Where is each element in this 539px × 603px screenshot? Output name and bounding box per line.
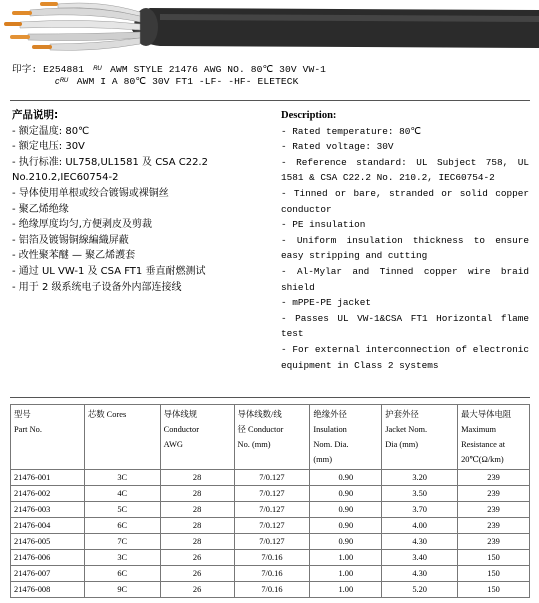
table-row: [11, 486, 530, 502]
cell-conductor-awg: 28: [160, 470, 234, 486]
cell-conductor-awg: 26: [160, 582, 234, 598]
description-en-item: - Al-Mylar and Tinned copper wire braid shield: [281, 265, 529, 293]
cell-conductor-no: 7/0.127: [234, 518, 310, 534]
description-cn-item: - 导体使用单根或绞合镀锡或裸铜丝: [12, 187, 169, 199]
cell-cores: 3C: [84, 470, 160, 486]
description-cn-item: - 用于 2 级系统电子设备外内部连接线: [12, 281, 182, 293]
cell-max-resistance: 239: [458, 486, 530, 502]
description-en-item: - Uniform insulation thickness to ensure easy stripping and cutting: [281, 234, 529, 262]
cell-conductor-awg: 28: [160, 502, 234, 518]
cell-conductor-no: 7/0.127: [234, 534, 310, 550]
cell-max-resistance: 239: [458, 534, 530, 550]
cell-max-resistance: 239: [458, 502, 530, 518]
table-row: [11, 534, 530, 550]
table-row: [11, 566, 530, 582]
header-insulation-dia: 绝缘外径 Insulation Nom. Dia. (mm): [310, 405, 382, 470]
cell-cores: 3C: [84, 550, 160, 566]
table-row: [11, 518, 530, 534]
cell-part-no: 21476-004: [11, 518, 85, 534]
cell-max-resistance: 239: [458, 518, 530, 534]
description-en-item: - Rated voltage: 30V: [281, 141, 394, 153]
table-header-row: [11, 405, 530, 470]
cell-conductor-awg: 28: [160, 518, 234, 534]
cell-conductor-no: 7/0.127: [234, 470, 310, 486]
cell-part-no: 21476-005: [11, 534, 85, 550]
cell-jacket-dia: 4.30: [382, 534, 458, 550]
description-chinese: [12, 108, 274, 295]
description-cn-item: - 改性聚苯醚 — 聚乙烯護套: [12, 250, 136, 262]
description-cn-item: - 铝箔及镀锡铜線編織屏蔽: [12, 234, 129, 246]
print-marking-label: 印字:: [12, 64, 38, 75]
cell-part-no: 21476-006: [11, 550, 85, 566]
cell-conductor-no: 7/0.16: [234, 582, 310, 598]
cell-conductor-awg: 28: [160, 534, 234, 550]
cable-illustration: [0, 0, 539, 60]
header-jacket-dia: 护套外径 Jacket Nom. Dia (mm): [382, 405, 458, 470]
print-marking-line-2: [52, 76, 299, 87]
cell-jacket-dia: 3.40: [382, 550, 458, 566]
cell-insulation-dia: 0.90: [310, 518, 382, 534]
description-en-item: - For external interconnection of electronic equipment in Class 2 systems: [281, 343, 529, 371]
cell-part-no: 21476-001: [11, 470, 85, 486]
cell-jacket-dia: 3.70: [382, 502, 458, 518]
cell-part-no: 21476-003: [11, 502, 85, 518]
cell-conductor-no: 7/0.127: [234, 486, 310, 502]
table-row: [11, 470, 530, 486]
header-conductor-awg: 导体线规 Conductor AWG: [160, 405, 234, 470]
description-en-item: - Rated temperature: 80℃: [281, 125, 421, 137]
cell-jacket-dia: 3.50: [382, 486, 458, 502]
description-cn-item: - 绝缘厚度均匀,方便剥皮及剪裁: [12, 219, 152, 231]
cell-insulation-dia: 0.90: [310, 470, 382, 486]
cell-jacket-dia: 4.00: [382, 518, 458, 534]
cell-insulation-dia: 1.00: [310, 550, 382, 566]
cell-cores: 7C: [84, 534, 160, 550]
cell-jacket-dia: 4.30: [382, 566, 458, 582]
header-cores: 芯数 Cores: [84, 405, 160, 470]
header-conductor-no: 导体线数/线 径 Conductor No. (mm): [234, 405, 310, 470]
description-english: [281, 108, 529, 373]
cell-max-resistance: 239: [458, 470, 530, 486]
print-marking-text-2: AWM I A 80℃ 30V FT1 -LF- -HF- ELETECK: [76, 76, 299, 87]
cell-cores: 4C: [84, 486, 160, 502]
cell-insulation-dia: 0.90: [310, 502, 382, 518]
description-cn-item: - 额定温度: 80℃: [12, 125, 90, 137]
table-row: [11, 582, 530, 598]
cell-conductor-no: 7/0.16: [234, 550, 310, 566]
description-en-heading: Description:: [281, 110, 337, 121]
cell-jacket-dia: 5.20: [382, 582, 458, 598]
top-divider: [10, 100, 530, 101]
description-en-item: - PE insulation: [281, 219, 366, 231]
cul-recognized-mark-icon: cᴿᵁ: [55, 76, 68, 86]
cell-conductor-awg: 26: [160, 550, 234, 566]
cell-part-no: 21476-002: [11, 486, 85, 502]
cell-cores: 6C: [84, 566, 160, 582]
header-max-resistance: 最大导体电阻 Maximum Resistance at 20℃(Ω/km): [458, 405, 530, 470]
table-row: [11, 550, 530, 566]
cell-conductor-awg: 26: [160, 566, 234, 582]
description-en-item: - Passes UL VW-1&CSA FT1 Horizontal flame test: [281, 312, 529, 340]
description-cn-item: - 执行标准: UL758,UL1581 及 CSA C22.2 No.210.2,IEC60754-2: [12, 156, 208, 184]
print-marking-line-1: [12, 61, 326, 75]
description-en-item: - Tinned or bare, stranded or solid copper conductor: [281, 187, 529, 215]
cell-insulation-dia: 1.00: [310, 582, 382, 598]
specification-table: [10, 404, 530, 598]
header-part-no: 型号 Part No.: [11, 405, 85, 470]
cell-cores: 9C: [84, 582, 160, 598]
description-cn-item: - 通过 UL VW-1 及 CSA FT1 垂直耐燃测试: [12, 265, 206, 277]
cell-cores: 5C: [84, 502, 160, 518]
description-cn-item: - 聚乙烯绝缘: [12, 203, 69, 215]
cell-cores: 6C: [84, 518, 160, 534]
cell-insulation-dia: 0.90: [310, 534, 382, 550]
description-cn-item: - 额定电压: 30V: [12, 141, 85, 153]
cell-part-no: 21476-007: [11, 566, 85, 582]
cell-conductor-no: 7/0.16: [234, 566, 310, 582]
print-marking-text-1: AWM STYLE 21476 AWG NO. 80℃ 30V VW-1: [110, 64, 327, 75]
cell-insulation-dia: 1.00: [310, 566, 382, 582]
description-en-item: - Reference standard: UL Subject 758, UL 1581 & CSA C22.2 No. 210.2, IEC60754-2: [281, 156, 529, 184]
description-cn-heading: 产品说明:: [12, 109, 59, 121]
cell-insulation-dia: 0.90: [310, 486, 382, 502]
cell-max-resistance: 150: [458, 582, 530, 598]
cell-conductor-awg: 28: [160, 486, 234, 502]
cell-jacket-dia: 3.20: [382, 470, 458, 486]
cell-max-resistance: 150: [458, 566, 530, 582]
table-row: [11, 502, 530, 518]
description-en-item: - mPPE-PE jacket: [281, 297, 372, 309]
cell-conductor-no: 7/0.127: [234, 502, 310, 518]
cell-part-no: 21476-008: [11, 582, 85, 598]
ul-file-number: E254881: [43, 64, 85, 75]
ul-recognized-mark-icon: ᴿᵁ: [92, 64, 102, 74]
cell-max-resistance: 150: [458, 550, 530, 566]
bottom-divider: [10, 397, 530, 398]
